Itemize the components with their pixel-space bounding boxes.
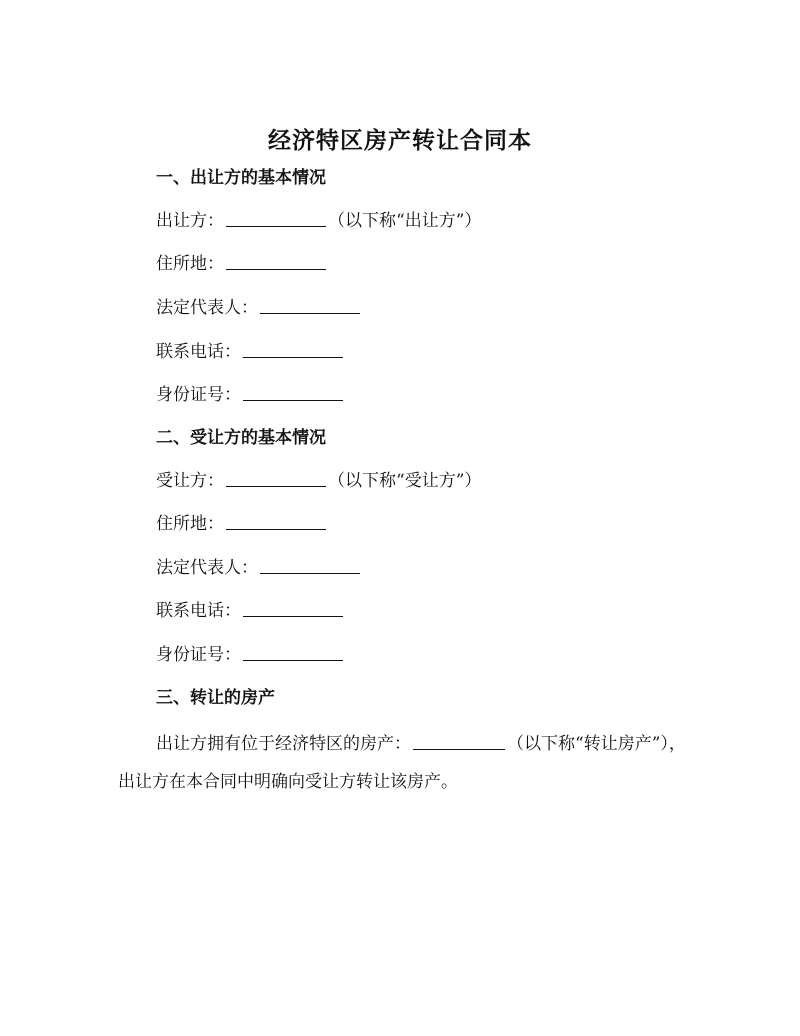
transferee-id-label: 身份证号： [156, 645, 241, 665]
transferee-id-line [156, 643, 345, 667]
transferee-rep-line [156, 556, 362, 580]
transferor-id-label: 身份证号： [156, 385, 241, 405]
transferor-suffix: （以下称“出让方”） [328, 211, 482, 231]
property-text-part1: 出让方拥有位于经济特区的房产： [156, 734, 411, 754]
property-blank[interactable] [413, 733, 505, 750]
transferor-label: 出让方： [156, 211, 224, 231]
section2-heading: 二、受让方的基本情况 [156, 428, 326, 448]
transferor-id-blank[interactable] [243, 384, 343, 401]
transferor-blank[interactable] [226, 210, 326, 227]
transferee-line [156, 469, 481, 493]
transferee-address-line [156, 512, 328, 536]
transferor-phone-blank[interactable] [243, 341, 343, 358]
transferor-address-blank[interactable] [226, 253, 326, 270]
transferee-phone-blank[interactable] [243, 600, 343, 617]
section3-heading: 三、转让的房产 [156, 688, 275, 708]
transferor-rep-blank[interactable] [260, 297, 360, 314]
transferee-address-blank[interactable] [226, 513, 326, 530]
transferor-address-label: 住所地： [156, 254, 224, 274]
document-title: 经济特区房产转让合同本 [268, 127, 532, 154]
transferee-rep-blank[interactable] [260, 557, 360, 574]
transferee-phone-label: 联系电话： [156, 601, 241, 621]
transferee-id-blank[interactable] [243, 644, 343, 661]
property-text-part2: （以下称“转让房产”），出让方在本合同中明确向受让方转让该房产。 [118, 734, 686, 792]
transferor-rep-label: 法定代表人： [156, 298, 258, 318]
transferor-phone-label: 联系电话： [156, 342, 241, 362]
property-paragraph [118, 725, 690, 801]
transferee-blank[interactable] [226, 470, 326, 487]
transferor-rep-line [156, 296, 362, 320]
transferor-id-line [156, 383, 345, 407]
transferor-line [156, 209, 481, 233]
transferee-address-label: 住所地： [156, 514, 224, 534]
transferee-rep-label: 法定代表人： [156, 558, 258, 578]
section1-heading: 一、出让方的基本情况 [156, 168, 326, 188]
transferor-phone-line [156, 340, 345, 364]
transferee-phone-line [156, 599, 345, 623]
transferee-label: 受让方： [156, 471, 224, 491]
transferee-suffix: （以下称“受让方”） [328, 471, 482, 491]
transferor-address-line [156, 252, 328, 276]
